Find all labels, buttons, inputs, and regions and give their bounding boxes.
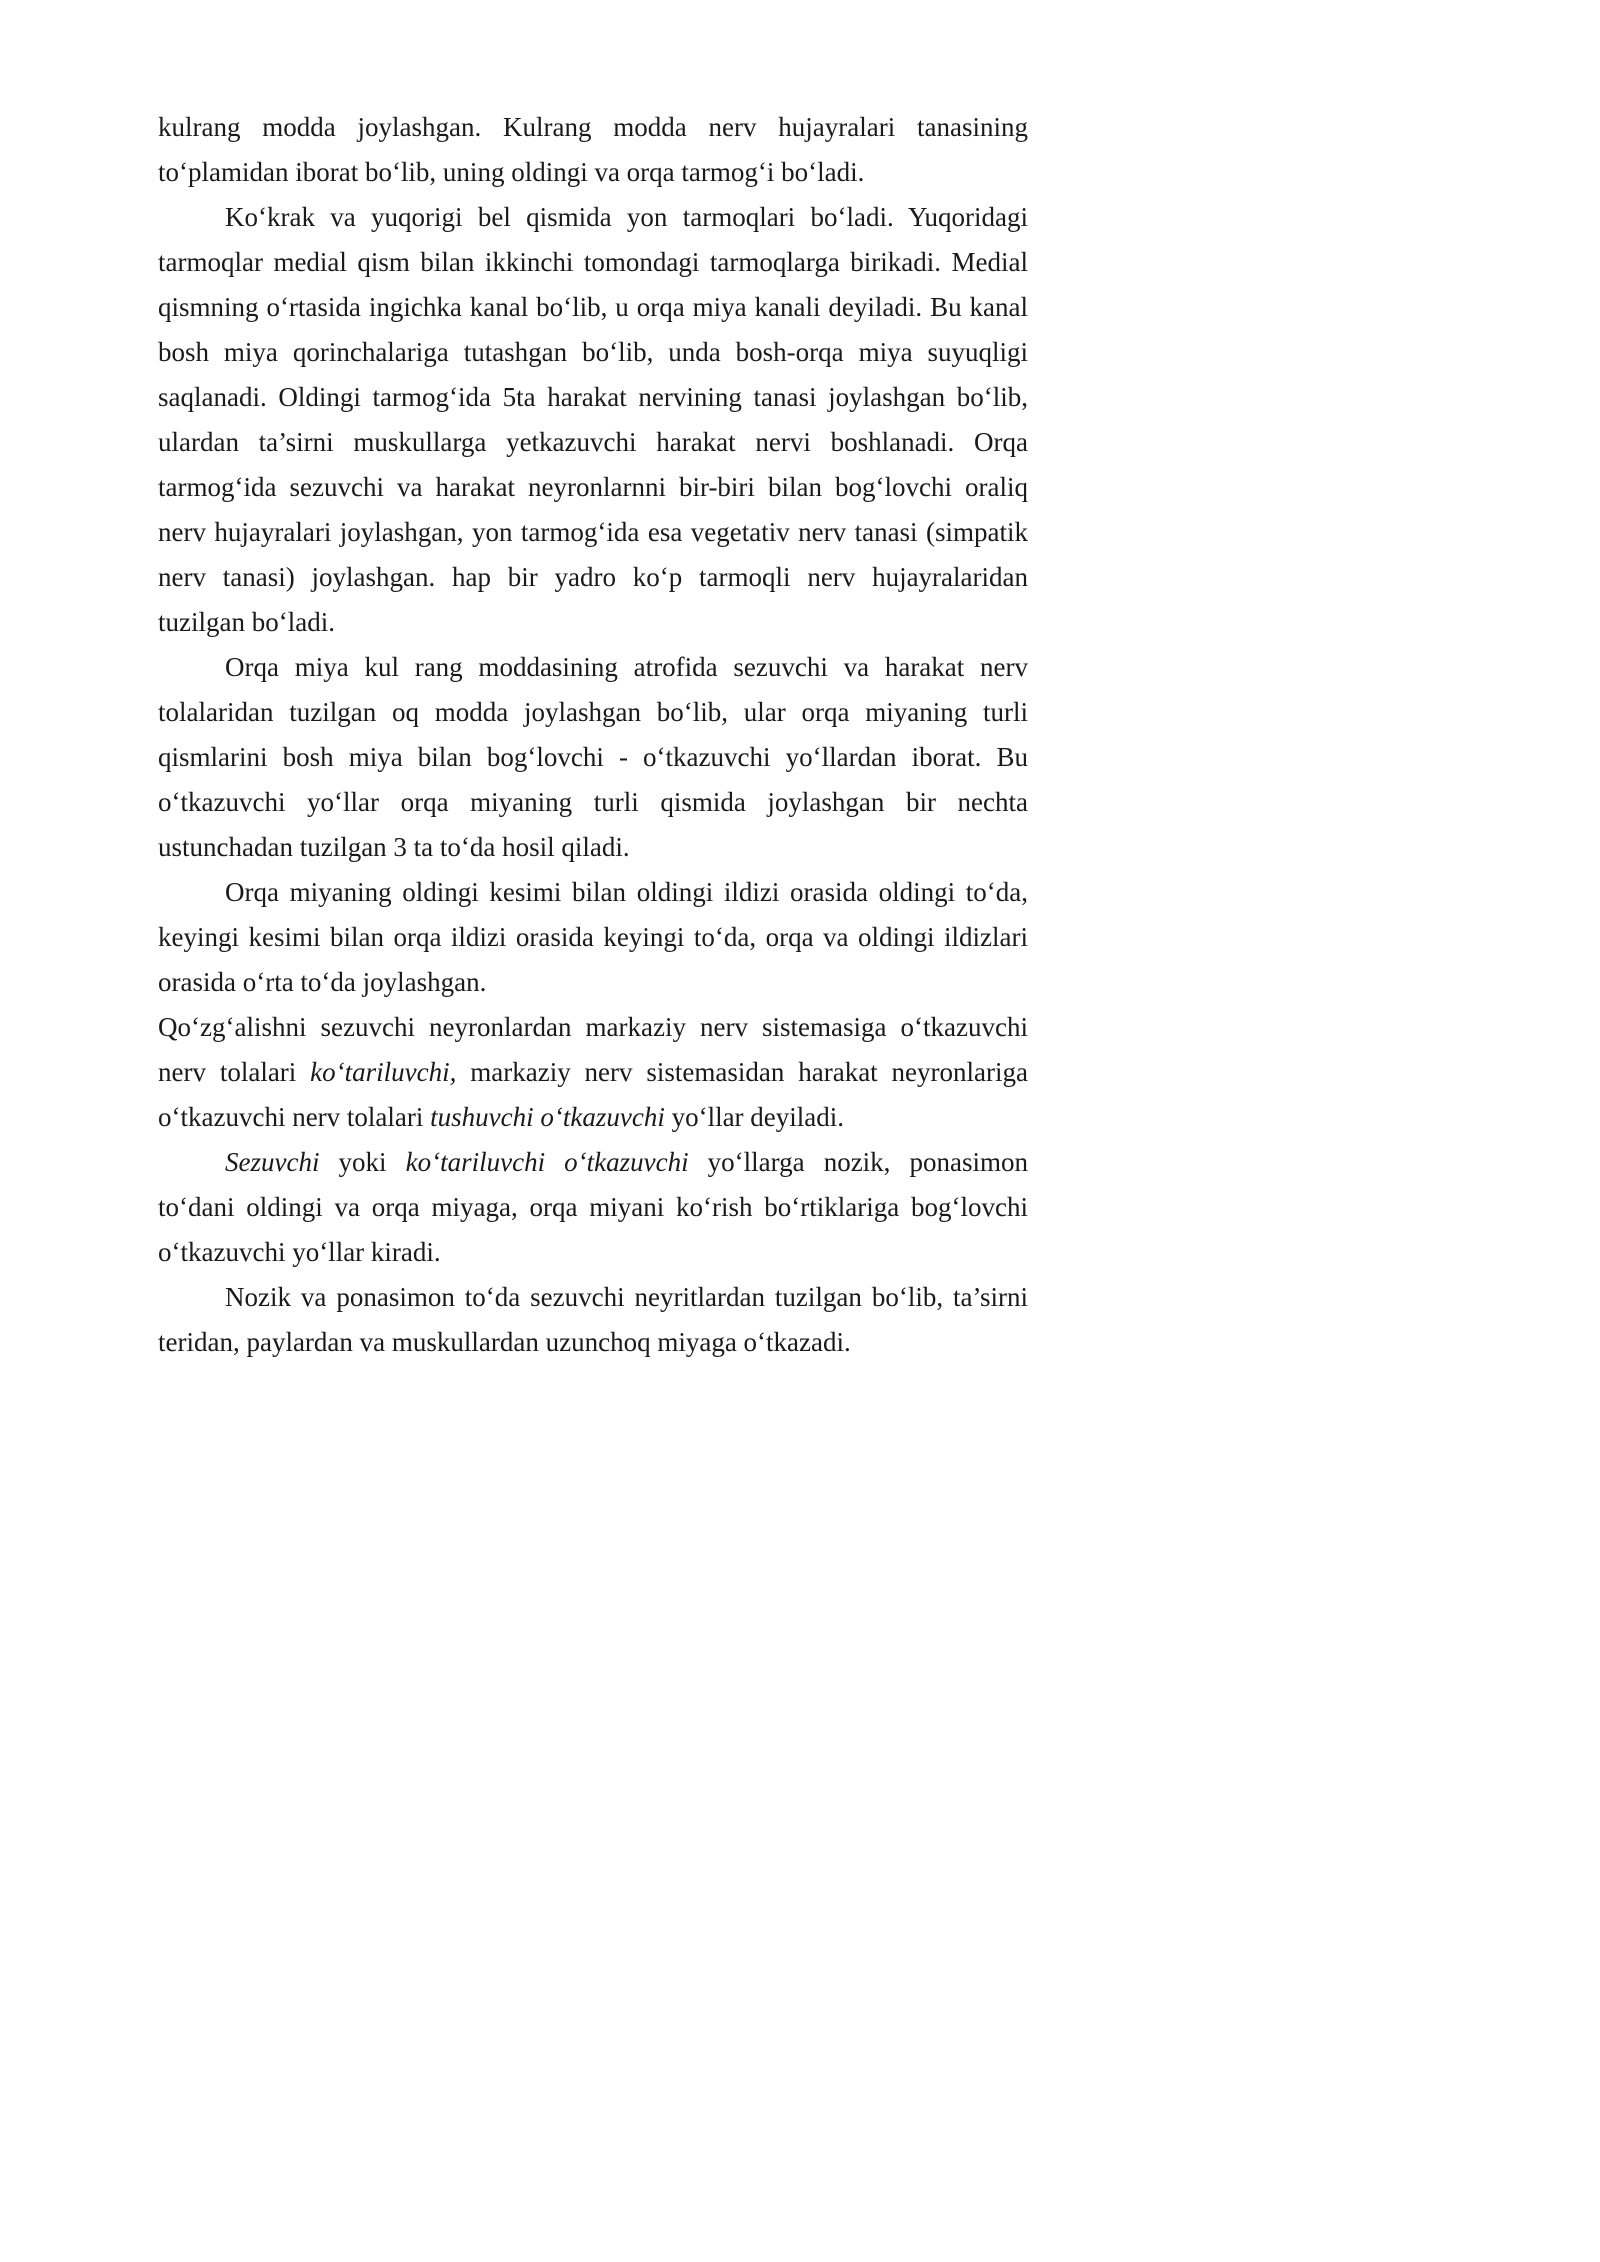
paragraph-5-text: markaziy nerv sistemasidan harakat neyronlariga o‘tkazuvchi nerv tolalari	[158, 1057, 1028, 1132]
body-text	[158, 105, 1028, 1365]
paragraph-6-italic-term: ko‘tariluvchi o‘tkazuvchi	[405, 1147, 689, 1177]
paragraph-5	[158, 1005, 1028, 1140]
paragraph-6-text: yo‘llarga nozik, ponasimon to‘dani oldingi va orqa miyaga, orqa miyani ko‘rish bo‘rtiklariga bog‘lovchi o‘tkazuvchi yo‘llar kiradi.	[158, 1147, 1028, 1267]
paragraph-4: Orqa miyaning oldingi kesimi bilan oldingi ildizi orasida oldingi to‘da, keyingi kesimi bilan orqa ildizi orasida keyingi to‘da, orqa va oldingi ildizlari orasida o‘rta to‘da joylashgan.	[158, 877, 1028, 997]
paragraph-2: Ko‘krak va yuqorigi bel qismida yon tarmoqlari bo‘ladi. Yuqoridagi tarmoqlar medial qism bilan ikkinchi tomondagi tarmoqlarga birikadi. Medial qismning o‘rtasida ingichka kanal bo‘lib, u orqa miya kanali deyiladi. Bu kanal bosh miya qorinchalariga tutashgan bo‘lib, unda bosh-orqa miya suyuqligi saqlanadi. Oldingi tarmog‘ida 5ta harakat nervining tanasi joylashgan bo‘lib, ulardan ta’sirni muskullarga yetkazuvchi harakat nervi boshlanadi. Orqa tarmog‘ida sezuvchi va harakat neyronlarnni bir-biri bilan bog‘lovchi oraliq nerv hujayralari joylashgan, yon tarmog‘ida esa vegetativ nerv tanasi (simpatik nerv tanasi) joylashgan. hap bir yadro ko‘p tarmoqli nerv hujayralaridan tuzilgan bo‘ladi.	[158, 202, 1028, 637]
paragraph-5-italic-term: ko‘tariluvchi,	[310, 1057, 457, 1087]
paragraph-5-text: yo‘llar deyiladi.	[664, 1102, 845, 1132]
paragraph-3: Orqa miya kul rang moddasining atrofida sezuvchi va harakat nerv tolalaridan tuzilgan oq modda joylashgan bo‘lib, ular orqa miyaning turli qismlarini bosh miya bilan bog‘lovchi - o‘tkazuvchi yo‘llardan iborat. Bu o‘tkazuvchi yo‘llar orqa miyaning turli qismida joylashgan bir nechta ustunchadan tuzilgan 3 ta to‘da hosil qiladi.	[158, 652, 1028, 862]
paragraph-6-italic-term: Sezuvchi	[225, 1147, 320, 1177]
paragraph-5-text: Qo‘zg‘alishni sezuvchi neyronlardan markaziy nerv sistemasiga o‘tkazuvchi nerv tolalari	[158, 1012, 1028, 1087]
paragraph-1: kulrang modda joylashgan. Kulrang modda nerv hujayralari tanasining to‘plamidan iborat bo‘lib, uning oldingi va orqa tarmog‘i bo‘ladi.	[158, 112, 1028, 187]
paragraph-6	[158, 1140, 1028, 1275]
paragraph-7: Nozik va ponasimon to‘da sezuvchi neyritlardan tuzilgan bo‘lib, ta’sirni teridan, paylardan va muskullardan uzunchoq miyaga o‘tkazadi.	[158, 1282, 1028, 1357]
paragraph-6-text: yoki	[319, 1147, 406, 1177]
paragraph-5-italic-term: tushuvchi o‘tkazuvchi	[430, 1102, 665, 1132]
